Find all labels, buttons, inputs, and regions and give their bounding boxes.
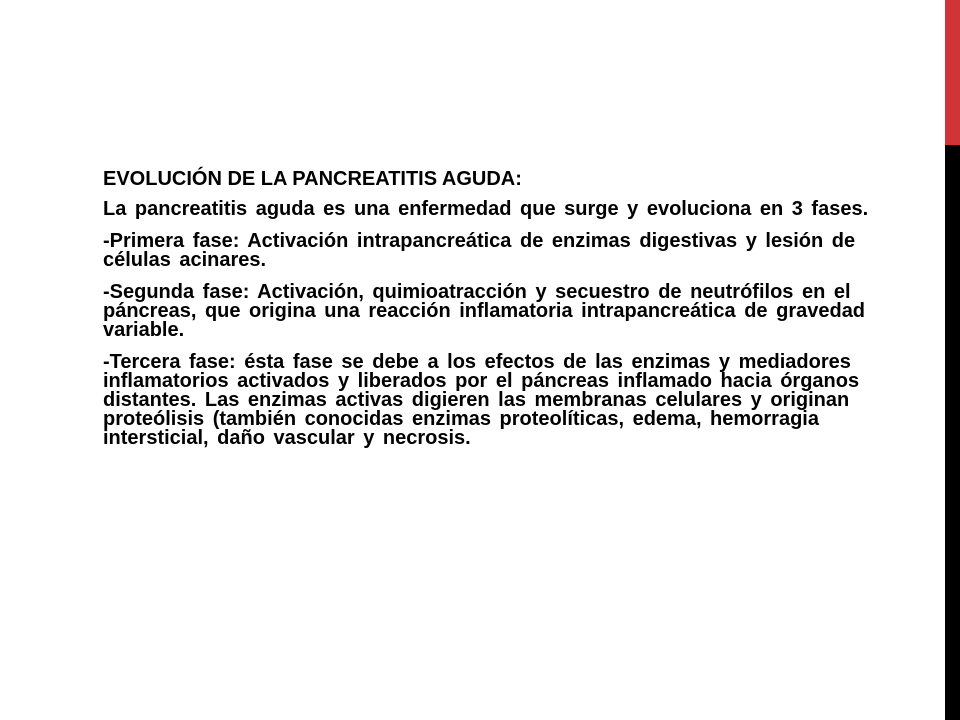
slide-title: EVOLUCIÓN DE LA PANCREATITIS AGUDA: (103, 168, 522, 190)
slide-content (103, 168, 893, 461)
phase-three-paragraph: -Tercera fase: ésta fase se debe a los efectos de las enzimas y mediadores inflamatorios activados y liberados por el páncreas inflamado hacia órganos distantes. Las enzimas activas digieren las membranas celulares y originan proteólisis (también conocidas enzimas proteolíticas, edema, hemorragia intersticial, daño vascular y necrosis. (103, 351, 860, 449)
phase-two-paragraph: -Segunda fase: Activación, quimioatracción y secuestro de neutrófilos en el páncreas, que origina una reacción inflamatoria intrapancreática de gravedad variable. (103, 281, 866, 341)
side-bar-accent (945, 0, 960, 145)
phase-one-paragraph: -Primera fase: Activación intrapancreática de enzimas digestivas y lesión de células acinares. (103, 230, 856, 271)
side-bar (945, 0, 960, 720)
intro-paragraph: La pancreatitis aguda es una enfermedad que surge y evoluciona en 3 fases. (103, 198, 869, 220)
